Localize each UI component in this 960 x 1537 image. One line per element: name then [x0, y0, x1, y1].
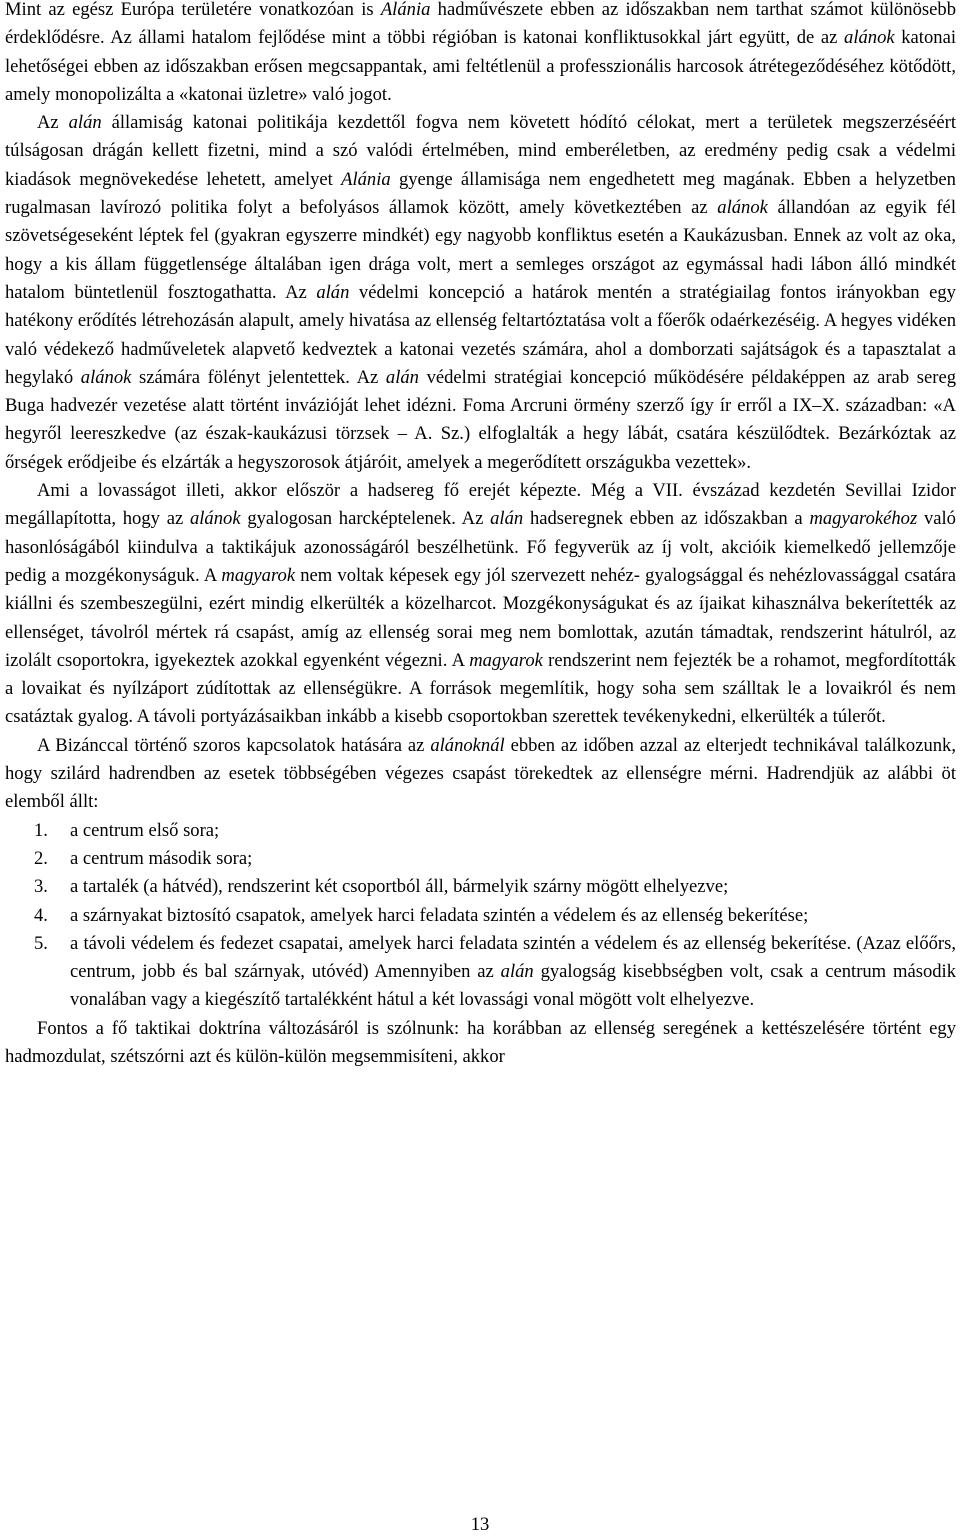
italic-term: alán: [316, 281, 350, 303]
italic-term: Alánia: [380, 0, 431, 20]
list-text: [70, 848, 252, 869]
text-run: hadművészete ebben az időszakban nem tarthat számot különösebb érdeklődésre. Az állami hatalom fejlődése mint a többi régióban is katonai konfliktusokkal járt együtt, de az: [5, 0, 956, 49]
text-run: a távoli védelem és fedezet csapatai, amelyek harci feladata szintén a védelem és az ellenség bekerítése. (Azaz előőrs, centrum, jobb és bal szárnyak, utóvéd) Amennyiben az: [70, 932, 956, 983]
paragraph-4: [5, 732, 956, 817]
text-run: gyalogság kisebbségben volt, csak a centrum második vonalában vagy a kiegészítő tartalékként hátul a két lovassági vonal mögött volt elhelyezve.: [70, 961, 956, 1011]
text-run: védelmi koncepció a határok mentén a stratégiailag fontos irányokban egy hatékony erődítés létrehozásán alapult, amely hivatása az ellenség feltartóztatása volt a főerők odaérkezéséig. A hegyes vidéken való védekező hadműveletek alapvető kedveztek a katonai vezetés számára, ahol a domborzati sajátságok és a tapasztalat a hegylakó: [5, 281, 956, 388]
italic-term: alán: [68, 112, 102, 134]
text-run: Fontos a fő taktikai doktrína változásáról is szólnunk: ha korábban az ellenség seregének a kettészelésére történt egy hadmozdulat, szétszórni azt és külön-külön megsemmisíteni, akkor: [5, 1017, 956, 1067]
text-run: gyalogosan harcképtelenek. Az: [240, 508, 491, 530]
list-item: [5, 845, 956, 873]
list-number: 4.: [34, 904, 48, 926]
italic-term: alánok: [80, 366, 132, 388]
list-number: 2.: [34, 847, 48, 869]
list-text: [70, 933, 956, 1011]
italic-term: alánok: [189, 508, 241, 530]
text-run: a tartalék (a hátvéd), rendszerint két csoportból áll, bármelyik szárny mögött elhelyezve;: [70, 876, 729, 898]
text-run: védelmi stratégiai koncepció működésére példaképpen az arab sereg Buga hadvezér vezetése alatt történt invázióját lehet idézni. Foma Arcruni örmény szerző így ír erről a IX–X. században: «A hegyről leereszkedve (az észak-kaukázusi törzsek – A. Sz.) elfoglalták a hegy lábát, csatára készülődtek. Bezárkóztak az őrségek erődjeibe és elzárták a hegyszorosok átjáróit, amelyek a megerődített országukba vezettek».: [5, 366, 956, 473]
text-run: állandóan az egyik fél szövetségeseként léptek fel (gyakran egyszerre mindkét) egy nagyobb konfliktus esetén a Kaukázusban. Ennek az volt az oka, hogy a kis állam függetlensége általában igen drága volt, mert a semleges országot az egymással hadi lábon álló mindkét hatalom büntetlenül fosztogathatta. Az: [5, 197, 956, 303]
text-run: államiság katonai politikája kezdettől fogva nem követett hódító célokat, mert a területek megszerzéséért túlságosan drágán kellett fizetni, mind a szó valódi értelmében, mind emberéletben, az eredmény pedig csak a védelmi kiadások megnövekedése lehetett, amelyet: [5, 112, 956, 190]
list-number: 5.: [34, 932, 48, 954]
text-run: számára fölényt jelentettek. Az: [131, 366, 386, 388]
paragraph-5: [5, 1015, 956, 1072]
list-text: [70, 876, 728, 897]
text-run: rendszerint nem fejezték be a rohamot, megfordították a lovaikat és nyílzáport zúdítottak az ellenségükre. A források megemlítik, hogy soha sem szálltak le a lovaikról és nem csatáztak gyalog. A távoli portyázásaikban inkább a kisebb csoportokban szerettek tevékenykedni, elkerülték a túlerőt.: [5, 649, 956, 728]
list-number: 3.: [34, 876, 48, 898]
text-run: való hasonlóságából kiindulva a taktikájuk azonosságáról beszélhetünk. Fő fegyverük az íj volt, akcióik kiemelkedő jellemzője pedig a mozgékonyságuk. A: [5, 508, 956, 586]
text-run: gyenge államisága nem engedhetett meg magának. Ebben a helyzetben rugalmasan lavírozó politika folyt a befolyásos államok között, amely következtében az: [5, 168, 956, 219]
italic-term: Alánia: [341, 168, 391, 190]
text-run: a centrum első sora;: [70, 819, 220, 841]
paragraph-3: [5, 477, 956, 732]
paragraph-1: [5, 0, 956, 109]
italic-term: alánok: [844, 27, 895, 49]
text-run: Az: [37, 112, 69, 134]
text-run: Ami a lovasságot illeti, akkor először a hadsereg fő erejét képezte. Még a VII. évszázad kezdetén Sevillai Izidor megállapította, hogy az: [5, 480, 956, 530]
text-run: nem voltak képesek egy jól szervezett nehéz- gyalogsággal és nehézlovassággal csatára kiállni és szembeszegülni, ezért mindig elkerülték a közelharcot. Mozgékonyságukat és az íjaikat kihasználva bekerítették az ellenséget, távolról mértek rá csapást, amíg az ellenség sorai meg nem bomlottak, azután támadtak, rendszerint hátulról, az izolált csoportokra, igyekeztek azokkal egyenként végezni. A: [5, 564, 956, 671]
list-item: [5, 873, 956, 901]
paragraph-2: [5, 109, 956, 477]
italic-term: alán: [500, 961, 534, 983]
italic-term: alán: [490, 508, 524, 530]
italic-term: alánok: [717, 197, 768, 219]
formation-list: [5, 817, 956, 1015]
italic-term: alán: [385, 366, 419, 388]
list-text: [70, 905, 808, 926]
list-number: 1.: [34, 819, 48, 841]
italic-term: magyarok: [221, 564, 296, 586]
body-text: [5, 0, 956, 1071]
italic-term: alánoknál: [430, 734, 505, 756]
text-run: hadseregnek ebben az időszakban a: [523, 508, 810, 530]
text-run: katonai lehetőségei ebben az időszakban erősen megcsappantak, ami feltétlenül a professzionális harcosok átrétegeződéséhez kötődött, amely monopolizálta a «katonai üzletre» való jogot.: [5, 27, 956, 105]
text-run: A Bizánccal történő szoros kapcsolatok hatására az: [37, 734, 431, 756]
list-item: [5, 817, 956, 845]
italic-term: magyarok: [469, 649, 543, 671]
list-text: [70, 820, 219, 841]
text-run: ebben az időben azzal az elterjedt technikával találkozunk, hogy szilárd hadrendben az esetek többségében végezes csapást törekedtek az ellenségre mérni. Hadrendjük az alábbi öt elemből állt:: [5, 734, 957, 813]
list-item: [5, 930, 956, 1015]
text-run: Mint az egész Európa területére vonatkozóan is: [5, 0, 381, 20]
page-number: 13: [470, 1514, 490, 1535]
list-item: [5, 902, 956, 930]
italic-term: magyarokéhoz: [809, 508, 918, 530]
text-run: a szárnyakat biztosító csapatok, amelyek harci feladata szintén a védelem és az ellenség bekerítése;: [70, 904, 809, 926]
text-run: a centrum második sora;: [70, 847, 253, 869]
